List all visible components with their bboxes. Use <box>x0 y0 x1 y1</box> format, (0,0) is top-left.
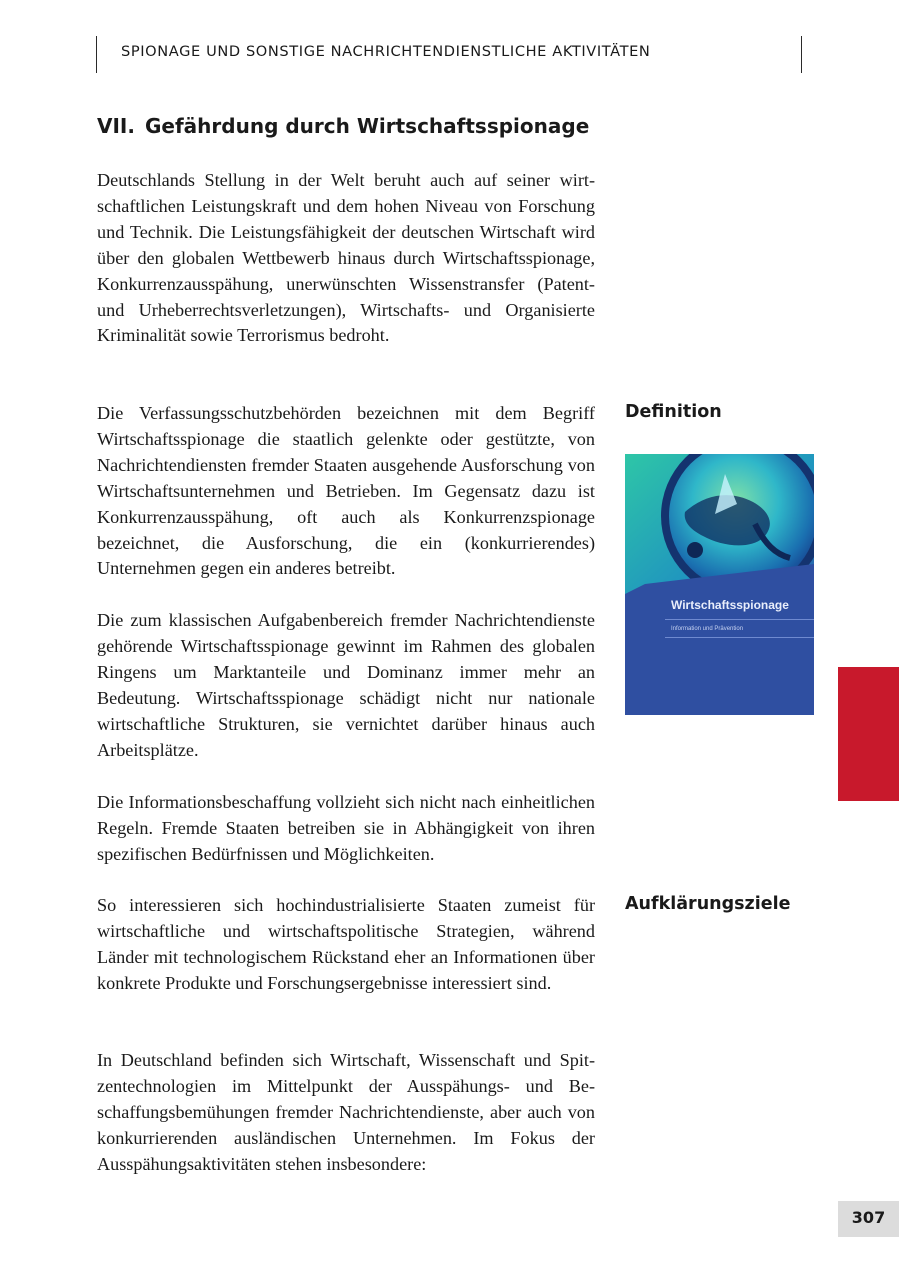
book-cover-subtitle: Information und Prävention <box>671 626 744 632</box>
chapter-tab <box>838 667 899 801</box>
paragraph-5: So interessieren sich hochindustrialisierte Staaten zumeist für wirtschaftliche und wirtschaftspolitische Strategien, während Länder mit technologischem Rückstand eher an Informationen über konkrete Produkte und Forschungsergebnisse interessiert sind. <box>97 895 595 993</box>
header-rule-left <box>96 36 97 73</box>
paragraph-6: In Deutschland befinden sich Wirtschaft, Wissenschaft und Spitzentechnologien im Mittelpunkt der Ausspähungs- und Beschaffungsbemühungen fremder Nachrichtendienste, aber auch von konkurrierenden ausländischen Unternehmen. Im Fokus der Ausspähungsaktivitäten stehen insbesondere: <box>97 1050 595 1174</box>
paragraph-2: Die Verfassungsschutzbehörden bezeichnen mit dem Begriff Wirtschaftsspionage die staatlich gelenkte oder gestützte, von Nachrichtendiensten fremder Staaten ausgehende Ausforschung von Wirtschaftsunternehmen und Betrieben. Im Gegensatz dazu ist Konkurrenzausspähung, oft auch als Konkurrenzspionage bezeichnet, die Ausforschung, die ein (konkurrierendes) Unternehmen gegen ein anderes betreibt. <box>97 403 595 579</box>
margin-note-definition: Definition <box>625 402 722 422</box>
paragraph-3: Die zum klassischen Aufgabenbereich fremder Nachrichtendienste gehörende Wirtschaftsspionage gewinnt im Rahmen des globalen Ringens um Marktanteile und Dominanz immer mehr an Bedeutung. Wirtschaftsspionage schädigt nicht nur nationale wirtschaftliche Strukturen, sie vernichtet darüber hinaus auch Arbeitsplätze. <box>97 610 595 760</box>
margin-note-objectives: Aufklärungsziele <box>625 894 791 914</box>
page-number-box <box>838 1201 899 1237</box>
section-heading <box>97 114 589 138</box>
running-head: SPIONAGE UND SONSTIGE NACHRICHTENDIENSTLICHE AKTIVITÄTEN <box>121 43 651 60</box>
paragraph-4: Die Informationsbeschaffung vollzieht sich nicht nach einheitlichen Regeln. Fremde Staaten betreiben sie in Abhängigkeit von ihren spezifischen Bedürfnissen und Möglichkeiten. <box>97 792 595 864</box>
book-cover-rule-2 <box>665 637 814 638</box>
book-cover-image <box>625 454 814 715</box>
section-title: Gefährdung durch Wirtschaftsspionage <box>145 114 590 138</box>
header-rule-right <box>801 36 802 73</box>
page-number: 307 <box>851 1208 886 1227</box>
book-cover-title: Wirtschaftsspionage <box>671 598 789 612</box>
book-cover-rule <box>665 619 814 620</box>
section-number: VII. <box>97 114 135 138</box>
paragraph-1: Deutschlands Stellung in der Welt beruht auch auf seiner wirtschaftlichen Leistungskraft und dem hohen Niveau von Forschung und Technik. Die Leistungsfähigkeit der deutschen Wirtschaft wird über den globalen Wettbewerb hinaus durch Wirtschaftsspionage, Konkurrenzausspähung, unerwünschten Wissenstransfer (Patent- und Urheberrechtsverletzungen), Wirtschafts- und Organisierte Kriminalität sowie Terrorismus bedroht. <box>97 170 595 346</box>
